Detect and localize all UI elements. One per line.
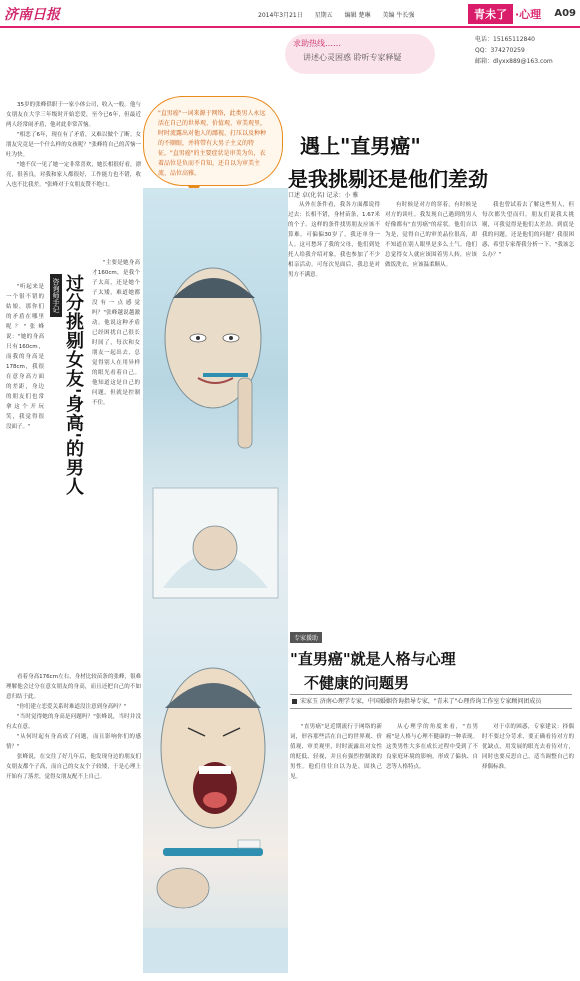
illustration-man-brushing-teeth bbox=[143, 188, 288, 973]
paragraph: "从何时起有身高成了问题，而且影响你们的感情？" bbox=[6, 734, 141, 750]
illustration-drawing bbox=[143, 188, 288, 973]
expert-article-column-2 bbox=[386, 722, 478, 974]
paragraph: 35岁的张峰供职于一家小体公司，收入一般。他与女朋友在大学三年级时开始恋爱，至今已6年，但最近两人经常闹矛盾，他对此非常苦恼。 bbox=[6, 102, 141, 128]
left-article-continued bbox=[6, 672, 141, 972]
section-subname: ·心理 bbox=[515, 8, 542, 21]
sub-headline bbox=[290, 648, 572, 693]
section-tag bbox=[468, 4, 541, 24]
issue-weekday: 星期五 bbox=[314, 12, 333, 19]
section-name: 青未了 bbox=[468, 4, 513, 24]
main-headline bbox=[288, 130, 578, 192]
sub-headline-line-2: 不健康的问题男 bbox=[304, 674, 410, 692]
masthead bbox=[0, 0, 580, 28]
main-article-column-3 bbox=[482, 200, 574, 640]
banner-title: 求助热线…… bbox=[293, 39, 341, 48]
contact-info bbox=[475, 34, 553, 67]
quote-bubble: "直男癌"一词来源于网络，此类男人永远活在自己的世界观、价值观、审美观里，时时流露出对他人的鄙视、打压以及种种的不顺眼，并将带有大男子主义的特征，"直男癌"的主要症状是审美为负，衣着品位是负而不自知，还自以为审美主流、品位高雅。 bbox=[143, 96, 283, 186]
paragraph: "听起来是一个很不错的姑娘，那你们的矛盾在哪里呢？"张峰说："她的身高只有160cm，而我的身高是178cm，我很在意身高方面的差距，身边的朋友们也常拿这个开玩笑，我觉得很没面子。" bbox=[6, 284, 44, 430]
column-tag: 咨询师手记 bbox=[50, 274, 62, 317]
issue-date: 2014年3月21日 bbox=[258, 12, 303, 19]
newspaper-logo: 济南日报 bbox=[4, 7, 60, 23]
main-article-column-2 bbox=[385, 200, 477, 620]
vertical-article-title bbox=[48, 274, 92, 594]
left-article-intro bbox=[6, 100, 141, 218]
paragraph: 从外在条件看，我各方面都说得过去：长相不错，身材苗条，1.67米的个子。这样的条件找男朋友应该不算难。可偏偏30岁了，我还单身一人。这可愁坏了我的父母，他们到处托人给我介绍对象，我也参加了不少相亲活动。可每次见面后，我总是对男方不满意。 bbox=[288, 202, 380, 278]
headline-line-2: 是我挑剔还是他们差劲 bbox=[288, 167, 488, 191]
paragraph: "你们建立恋爱关系时难道没注意到身高吗？" bbox=[17, 704, 127, 710]
expert-help-tag: 专家援助 bbox=[290, 632, 322, 643]
article-title: 过分挑剔女友'身高'的男人 bbox=[63, 274, 84, 497]
main-article-column-1 bbox=[288, 200, 380, 620]
page-number: A09 bbox=[554, 8, 576, 19]
paragraph: 我也曾试着去了解这些男人，但每次都失望而归。朋友们说我太挑剔，可我觉得是他们太差劲。到底是我的问题，还是他们的问题？我很困惑，希望专家帮我分析一下。"我该怎么办？" bbox=[482, 202, 574, 258]
paragraph: 张峰说，在交往了好几年后，他发现身边的朋友们女朋友都个子高，而自己的女友个子较矮，于是心理上开始有了落差，觉得女朋友配不上自己。 bbox=[6, 754, 141, 780]
contact-phone: 电话：15165112840 bbox=[475, 36, 535, 43]
left-article-column bbox=[92, 258, 140, 670]
expert-byline: 宋家玉 济南心理学专家，中国婚姻咨询指导专家，"青未了"心理咨询工作室专家顾问团成员 bbox=[290, 694, 572, 709]
issue-info bbox=[258, 10, 424, 19]
designer-credit: 美编 牛长强 bbox=[382, 12, 415, 19]
paragraph: 从心理学的角度来看，"直男癌"是人格与心理不健康的一种表现。这类男性大多在成长过程中受到了不良家庭环境的影响，形成了偏执、自恋等人格特点。 bbox=[386, 724, 478, 770]
paragraph: "主要是她身高才160cm，是我个子太高，还是她个子太矮，难道她都没有一点感觉吗？"张峰越说越激动。他说这种矛盾已经困扰自己很长时间了，每次和女朋友一起出去，总觉得别人在用异样的眼光看着自己。他知道这是自己的问题，但就是控制不住。 bbox=[92, 260, 140, 406]
paragraph: "相恋了6年，现在有了矛盾，又难以做个了断。女朋友究竟是一个什么样的女孩呢？"张峰将自己的苦恼一吐为快。 bbox=[6, 132, 141, 158]
helpline-banner bbox=[285, 30, 577, 85]
expert-article-column-3 bbox=[482, 722, 574, 974]
sub-headline-line-1: "直男癌"就是人格与心理 bbox=[290, 650, 456, 668]
banner-subtitle: 讲述心灵困惑 聆听专家释疑 bbox=[303, 53, 402, 62]
left-article-column-2 bbox=[6, 282, 44, 662]
paragraph: 看着身高176cm左右，身材比较苗条的张峰，很难理解他会过分在意女朋友的身高，而且还把自己的不如意归结于此。 bbox=[6, 674, 141, 700]
contact-qq: QQ：374270259 bbox=[475, 47, 525, 54]
contact-email: 邮箱：dlyxx889@163.com bbox=[475, 58, 553, 65]
paragraph: "当时觉得她的身高是问题吗？"张峰说，当时并没有太在意。 bbox=[6, 714, 141, 730]
expert-article-column-1 bbox=[290, 722, 382, 974]
headline-line-1: 遇上"直男癌" bbox=[300, 134, 421, 158]
main-byline: 口述 卓(化名) 记录：小 雅 bbox=[288, 192, 359, 199]
editor-credit: 编辑 楚琳 bbox=[344, 12, 371, 19]
paragraph: 有时候是对方的穿着，有时候是对方的谈吐。我发现自己遇到的男人好像都有"直男癌"的症状。他们自以为是，觉得自己的审美品位很高，却不知道在别人眼里是多么土气。他们总觉得女人就应该围着男人转，应该做饭洗衣，应该温柔顺从。 bbox=[385, 202, 477, 268]
paragraph: 对于卓的困惑，专家建议：择偶时不要过分苛求，要正确看待对方的优缺点，用发展的眼光去看待对方，同时也要反思自己，适当调整自己的择偶标准。 bbox=[482, 724, 574, 770]
paragraph: "直男癌"是近期流行于网络的新词，形容那些活在自己的世界观、价值观、审美观里，时时流露出对女性的贬低、轻视，并且有强烈控制欲的男性。他们往往自以为是，固执己见。 bbox=[290, 724, 382, 780]
paragraph: "她不仅一见了她一定非常喜欢，她长相很好看，漂亮，很善良，对我和家人都很好，工作能力也不错，收入也不比我差。"张峰对于女朋友赞不绝口。 bbox=[6, 162, 141, 188]
